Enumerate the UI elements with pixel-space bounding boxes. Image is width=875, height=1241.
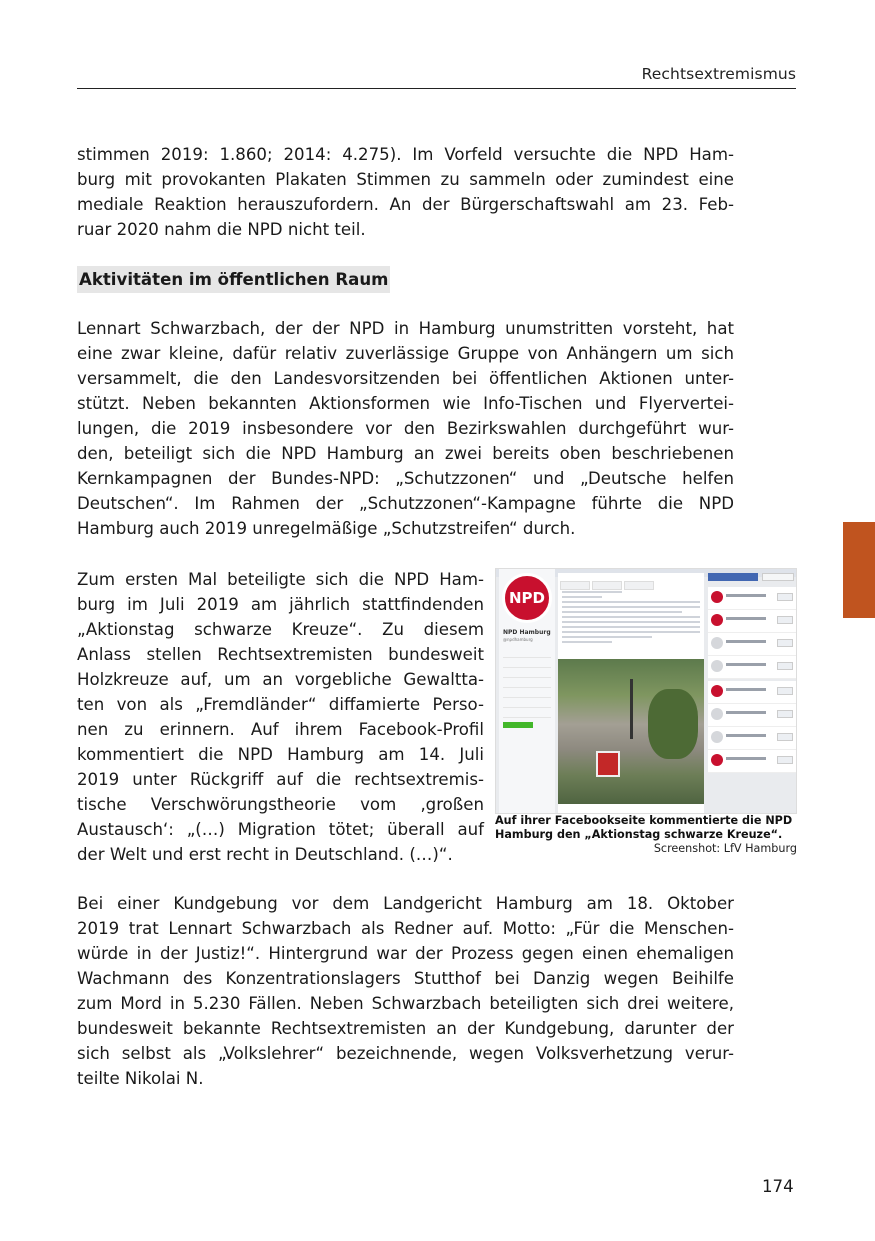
paragraph-line: tische Verschwörungstheorie vom ‚großen (77, 795, 484, 814)
paragraph-line: Bei einer Kundgebung vor dem Landgericht Hamburg am 18. Oktober (77, 894, 734, 913)
paragraph-line: würde in der Justiz!“. Hintergrund war der Prozess gegen einen ehemaligen (77, 944, 734, 963)
page-number: 174 (762, 1177, 794, 1196)
paragraph-line: Austausch‘: „(…) Migration tötet; überall auf (77, 820, 484, 839)
paragraph-line: nen zu erinnern. Auf ihrem Facebook-Profil (77, 720, 484, 739)
paragraph-line: Lennart Schwarzbach, der der NPD in Hamburg unumstritten vorsteht, hat (77, 319, 734, 338)
fb-message-button (762, 573, 794, 581)
figure-caption (495, 814, 797, 856)
caption-line: Auf ihrer Facebookseite kommentierte die NPD (495, 814, 793, 827)
fb-page-handle: @npdhamburg (503, 637, 533, 642)
avatar-logo-text: NPD (509, 589, 545, 607)
fb-related-pages (708, 587, 796, 679)
paragraph-line: Hamburg auch 2019 unregelmäßige „Schutzstreifen“ durch. (77, 519, 576, 538)
fb-post-text-blurred (562, 591, 700, 646)
paragraph-2 (77, 316, 734, 541)
section-heading: Aktivitäten im öffentlichen Raum (77, 266, 390, 293)
paragraph-line: burg mit provokanten Plakaten Stimmen zu sammeln oder zumindest eine (77, 170, 734, 189)
paragraph-4 (77, 891, 734, 1091)
paragraph-line: zum Mord in 5.230 Fällen. Neben Schwarzbach beteiligten sich drei weitere, (77, 994, 734, 1013)
fb-page-name: NPD Hamburg (503, 629, 551, 636)
paragraph-line: 2019 unter Rückgriff auf die rechtsextremis- (77, 770, 484, 789)
paragraph-line: ruar 2020 nahm die NPD nicht teil. (77, 220, 366, 239)
fb-side-menu (503, 649, 551, 729)
fb-post-photo (558, 659, 704, 804)
paragraph-line: burg im Juli 2019 am jährlich stattfindenden (77, 595, 484, 614)
npd-logo-avatar (502, 573, 552, 623)
photo-cross-sign (596, 751, 620, 777)
paragraph-line: kommentiert die NPD Hamburg am 14. Juli (77, 745, 484, 764)
paragraph-line: Kernkampagnen der Bundes-NPD: „Schutzzonen“ und „Deutsche helfen (77, 469, 734, 488)
fb-like-page-button (708, 573, 758, 581)
header-title: Rechtsextremismus (641, 65, 796, 83)
paragraph-line: Deutschen“. Im Rahmen der „Schutzzonen“-Kampagne führte die NPD (77, 494, 734, 513)
photo-tree (648, 689, 698, 759)
chapter-tab-marker (843, 522, 875, 618)
fb-post (558, 573, 704, 813)
paragraph-line: 2019 trat Lennart Schwarzbach als Redner auf. Motto: „Für die Menschen- (77, 919, 734, 938)
paragraph-line: Wachmann des Konzentrationslagers Stutthof bei Danzig wegen Beihilfe (77, 969, 734, 988)
fb-left-column (499, 569, 555, 813)
paragraph-line: den, beteiligt sich die NPD Hamburg an zwei bereits oben beschriebenen (77, 444, 734, 463)
fb-liked-pages (708, 681, 796, 773)
paragraph-3 (77, 567, 484, 867)
paragraph-line: sich selbst als „Volkslehrer“ bezeichnende, wegen Volksverhetzung verur- (77, 1044, 734, 1063)
paragraph-line: stützt. Neben bekannten Aktionsformen wie Info-Tischen und Flyervertei- (77, 394, 734, 413)
paragraph-line: der Welt und erst recht in Deutschland. (…)“. (77, 845, 453, 864)
paragraph-line: stimmen 2019: 1.860; 2014: 4.275). Im Vorfeld versuchte die NPD Ham- (77, 145, 734, 164)
caption-line: Hamburg den „Aktionstag schwarze Kreuze“. (495, 828, 783, 841)
paragraph-line: teilte Nikolai N. (77, 1069, 204, 1088)
paragraph-line: versammelt, die den Landesvorsitzenden bei öffentlichen Aktionen unter- (77, 369, 734, 388)
paragraph-line: Holzkreuze auf, um an vorgebliche Gewaltta- (77, 670, 484, 689)
paragraph-1 (77, 142, 734, 242)
facebook-screenshot-figure (495, 568, 797, 814)
paragraph-line: eine zwar kleine, dafür relativ zuverlässige Gruppe von Anhängern um sich (77, 344, 734, 363)
paragraph-line: „Aktionstag schwarze Kreuze“. Zu diesem (77, 620, 484, 639)
caption-credit: Screenshot: LfV Hamburg (653, 842, 797, 855)
paragraph-line: Anlass stellen Rechtsextremisten bundesweit (77, 645, 484, 664)
paragraph-line: bundesweit bekannte Rechtsextremisten an der Kundgebung, darunter der (77, 1019, 734, 1038)
running-header (77, 62, 796, 89)
fb-post-tabs (560, 575, 702, 585)
paragraph-line: Zum ersten Mal beteiligte sich die NPD Ham- (77, 570, 484, 589)
photo-post (630, 679, 633, 739)
fb-menu-button (503, 722, 533, 728)
paragraph-line: mediale Reaktion herauszufordern. An der Bürgerschaftswahl am 23. Feb- (77, 195, 734, 214)
paragraph-line: ten von als „Fremdländer“ diffamierte Perso- (77, 695, 484, 714)
fb-right-column (708, 573, 796, 813)
paragraph-line: lungen, die 2019 insbesondere vor den Bezirkswahlen durchgeführt wur- (77, 419, 734, 438)
